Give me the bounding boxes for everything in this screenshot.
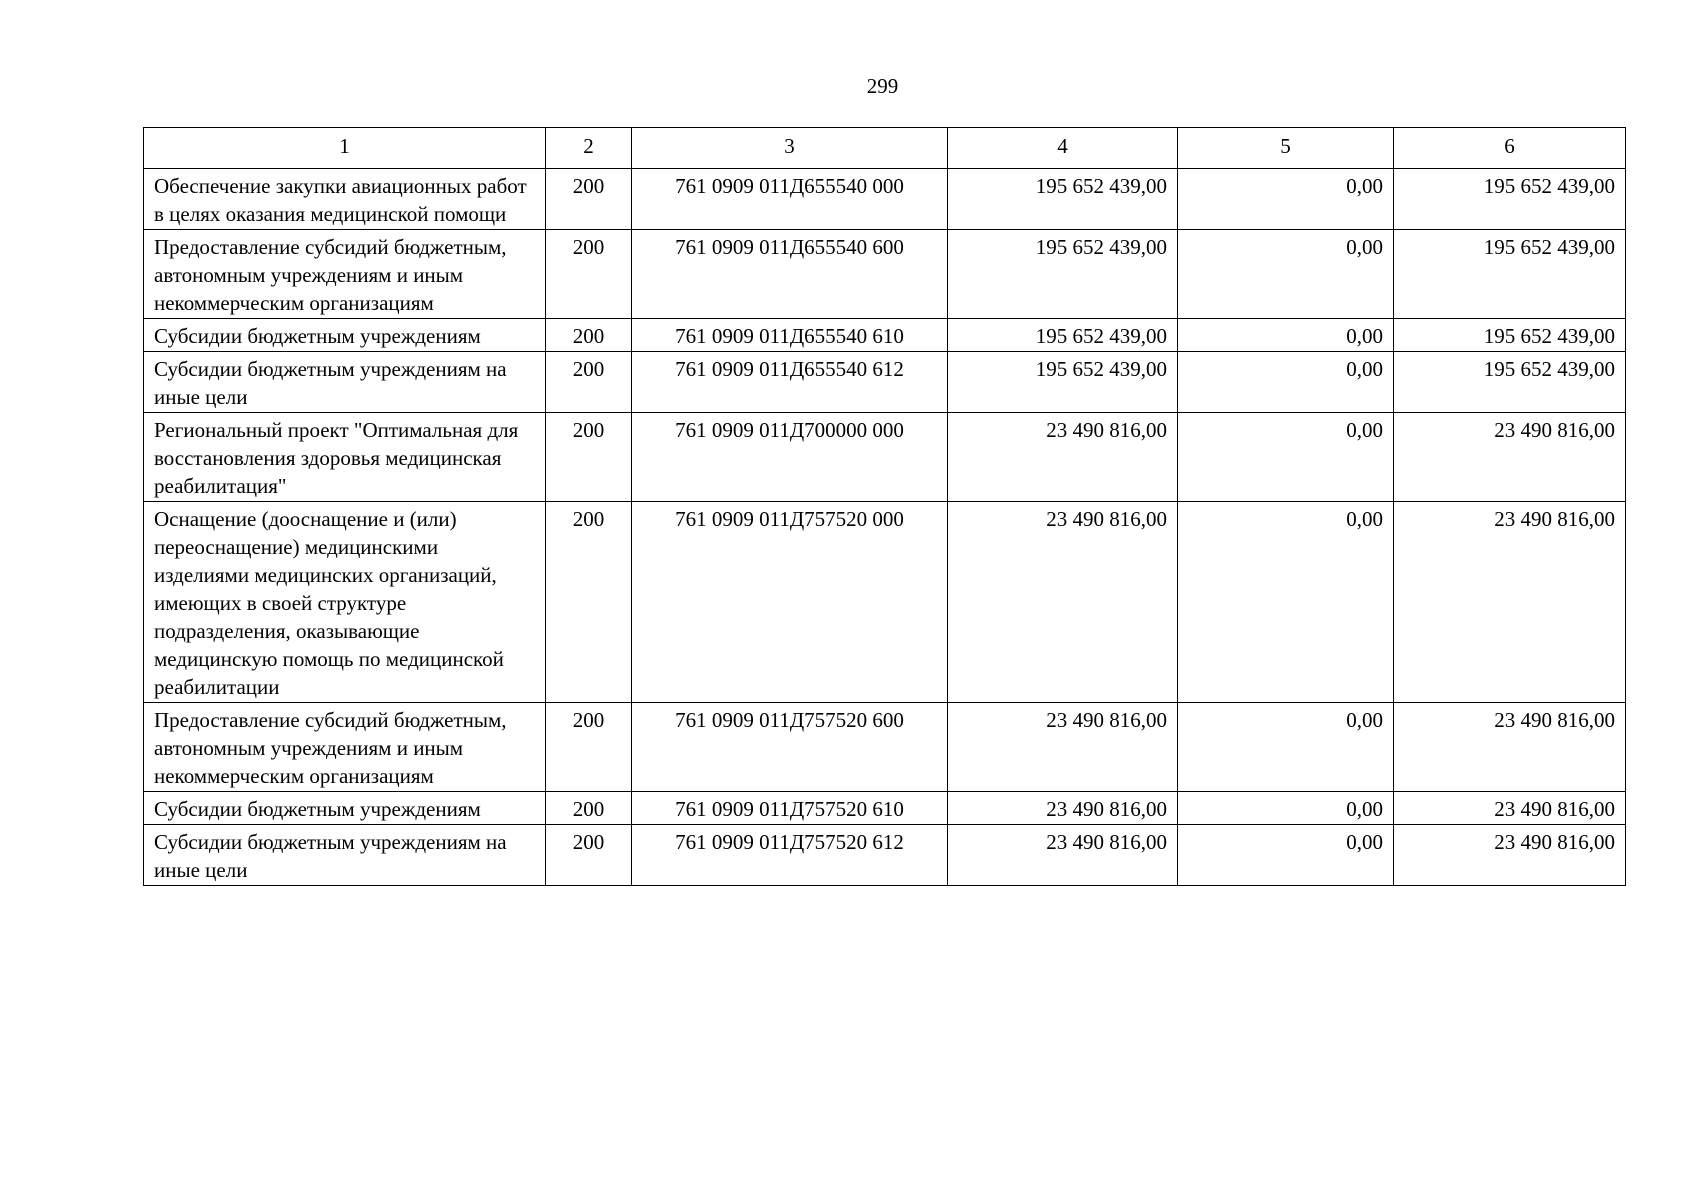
row-kbk-cell: 761 0909 011Д757520 610 xyxy=(632,792,948,825)
row-col5-cell: 0,00 xyxy=(1178,703,1394,792)
row-col4-cell: 23 490 816,00 xyxy=(948,792,1178,825)
row-col4-cell: 195 652 439,00 xyxy=(948,230,1178,319)
row-name-cell: Региональный проект "Оптимальная для восстановления здоровья медицинская реабилитация" xyxy=(144,413,546,502)
row-col6-cell: 23 490 816,00 xyxy=(1394,703,1626,792)
row-col6-cell: 23 490 816,00 xyxy=(1394,825,1626,886)
column-header-4: 4 xyxy=(948,128,1178,169)
table-row xyxy=(144,825,1626,886)
table-row xyxy=(144,319,1626,352)
row-kbk-cell: 761 0909 011Д757520 000 xyxy=(632,502,948,703)
table-row xyxy=(144,230,1626,319)
row-col5-cell: 0,00 xyxy=(1178,792,1394,825)
row-col4-cell: 23 490 816,00 xyxy=(948,825,1178,886)
row-code-cell: 200 xyxy=(546,703,632,792)
row-name-cell: Субсидии бюджетным учреждениям xyxy=(144,792,546,825)
table-row xyxy=(144,352,1626,413)
row-col5-cell: 0,00 xyxy=(1178,413,1394,502)
table-header-row xyxy=(144,128,1626,169)
column-header-3: 3 xyxy=(632,128,948,169)
row-col5-cell: 0,00 xyxy=(1178,319,1394,352)
row-kbk-cell: 761 0909 011Д655540 612 xyxy=(632,352,948,413)
row-name-cell: Предоставление субсидий бюджетным, автономным учреждениям и иным некоммерческим организациям xyxy=(144,703,546,792)
table-row xyxy=(144,703,1626,792)
table-row xyxy=(144,169,1626,230)
row-code-cell: 200 xyxy=(546,352,632,413)
table-row xyxy=(144,413,1626,502)
row-col5-cell: 0,00 xyxy=(1178,825,1394,886)
row-kbk-cell: 761 0909 011Д757520 612 xyxy=(632,825,948,886)
row-kbk-cell: 761 0909 011Д700000 000 xyxy=(632,413,948,502)
row-col6-cell: 195 652 439,00 xyxy=(1394,352,1626,413)
table-row xyxy=(144,502,1626,703)
row-name-cell: Оснащение (дооснащение и (или) переоснащение) медицинскими изделиями медицинских организаций, имеющих в своей структуре подразделения, оказывающие медицинскую помощь по медицинской реабилитации xyxy=(144,502,546,703)
row-name-cell: Предоставление субсидий бюджетным, автономным учреждениям и иным некоммерческим организациям xyxy=(144,230,546,319)
row-code-cell: 200 xyxy=(546,413,632,502)
row-col4-cell: 23 490 816,00 xyxy=(948,502,1178,703)
row-col4-cell: 195 652 439,00 xyxy=(948,352,1178,413)
column-header-1: 1 xyxy=(144,128,546,169)
row-code-cell: 200 xyxy=(546,792,632,825)
row-name-cell: Субсидии бюджетным учреждениям на иные цели xyxy=(144,352,546,413)
row-code-cell: 200 xyxy=(546,319,632,352)
row-kbk-cell: 761 0909 011Д757520 600 xyxy=(632,703,948,792)
row-col6-cell: 23 490 816,00 xyxy=(1394,792,1626,825)
row-kbk-cell: 761 0909 011Д655540 000 xyxy=(632,169,948,230)
row-col5-cell: 0,00 xyxy=(1178,230,1394,319)
row-name-cell: Обеспечение закупки авиационных работ в целях оказания медицинской помощи xyxy=(144,169,546,230)
row-code-cell: 200 xyxy=(546,502,632,703)
row-name-cell: Субсидии бюджетным учреждениям xyxy=(144,319,546,352)
row-name-cell: Субсидии бюджетным учреждениям на иные цели xyxy=(144,825,546,886)
row-col5-cell: 0,00 xyxy=(1178,352,1394,413)
page-number: 299 xyxy=(866,74,899,98)
row-col5-cell: 0,00 xyxy=(1178,502,1394,703)
row-kbk-cell: 761 0909 011Д655540 610 xyxy=(632,319,948,352)
row-code-cell: 200 xyxy=(546,230,632,319)
column-header-2: 2 xyxy=(546,128,632,169)
row-col4-cell: 23 490 816,00 xyxy=(948,413,1178,502)
row-col6-cell: 195 652 439,00 xyxy=(1394,169,1626,230)
row-col6-cell: 195 652 439,00 xyxy=(1394,230,1626,319)
row-code-cell: 200 xyxy=(546,825,632,886)
row-kbk-cell: 761 0909 011Д655540 600 xyxy=(632,230,948,319)
row-col4-cell: 23 490 816,00 xyxy=(948,703,1178,792)
row-col4-cell: 195 652 439,00 xyxy=(948,169,1178,230)
column-header-6: 6 xyxy=(1394,128,1626,169)
row-col6-cell: 23 490 816,00 xyxy=(1394,413,1626,502)
row-col6-cell: 23 490 816,00 xyxy=(1394,502,1626,703)
table-row xyxy=(144,792,1626,825)
row-col5-cell: 0,00 xyxy=(1178,169,1394,230)
budget-table xyxy=(143,127,1626,886)
column-header-5: 5 xyxy=(1178,128,1394,169)
row-col6-cell: 195 652 439,00 xyxy=(1394,319,1626,352)
row-code-cell: 200 xyxy=(546,169,632,230)
row-col4-cell: 195 652 439,00 xyxy=(948,319,1178,352)
